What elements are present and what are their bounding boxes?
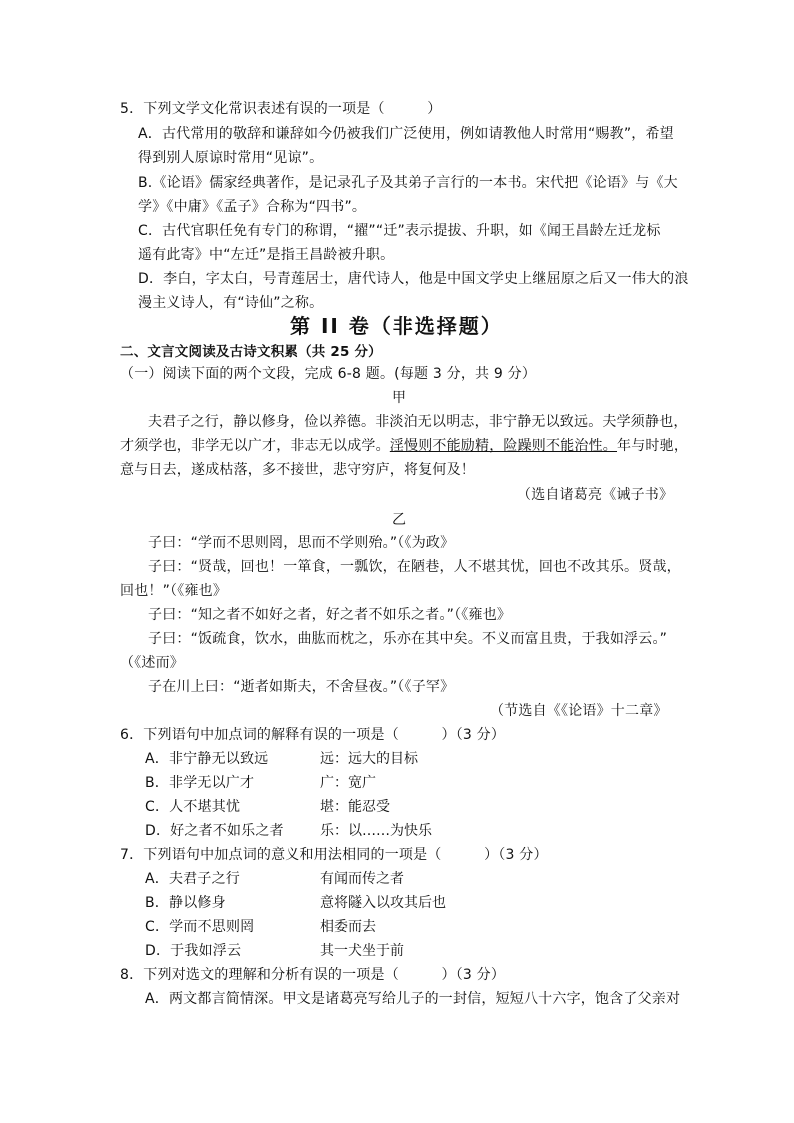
q7-option-a: A．夫君子之行 [145,871,240,887]
passage-jia-source: （选自诸葛亮《诫子书》 [517,487,674,503]
q8-stem: 8．下列对选文的理解和分析有误的一项是（ ）（3 分） [120,967,506,983]
passage-jia-line2-text: 才须学也，非学无以广才，非志无以成学。 [120,438,390,454]
q6-option-d: D．好之者不如乐之者 [145,823,284,839]
q6-option-a-explain: 远：远大的目标 [320,751,418,767]
passage-yi-line4b: （《述而》 [120,655,184,671]
passage-yi-line5: 子在川上曰：“逝者如斯夫，不舍昼夜。”（《子罕》 [148,679,455,695]
passage-yi-line3: 子曰：“知之者不如好之者，好之者不如乐之者。”（《雍也》 [148,607,512,623]
passage-jia-line2 [120,436,688,456]
q6-stem: 6．下列语句中加点词的解释有误的一项是（ ）（3 分） [120,727,506,743]
passage-yi-source: （节选自《《论语》十二章》 [490,703,668,719]
q5-option-b-line2: 学》《中庸》《孟子》合称为“四书”。 [138,199,367,215]
q5-option-d-line1: D．李白，字太白，号青莲居士，唐代诗人，他是中国文学史上继屈原之后又一伟大的浪 [138,271,689,287]
q7-option-d: D．于我如浮云 [145,943,242,959]
q6-option-c-explain: 堪：能忍受 [320,799,390,815]
passage-yi-line4a: 子曰：“饭疏食，饮水，曲肱而枕之，乐亦在其中矣。不义而富且贵，于我如浮云。” [148,631,668,647]
q5-option-c-line1: C．古代官职任免有专门的称谓，“擢”“迁”表示提拔、升职，如《闻王昌龄左迁龙标 [138,223,661,239]
section-heading: 二、文言文阅读及古诗文积累（共 25 分） [120,344,382,360]
q6-option-b: B．非学无以广才 [145,775,255,791]
q8-option-a-line1: A．两文都言简情深。甲文是诸葛亮写给儿子的一封信，短短八十六字，饱含了父亲对 [145,991,681,1007]
q6-option-b-explain: 广：宽广 [320,775,376,791]
q5-option-a-line2: 得到别人原谅时常用“见谅”。 [138,150,324,166]
passage-yi-line1: 子曰：“学而不思则罔，思而不学则殆。”（《为政》 [148,535,455,551]
q7-option-c: C．学而不思则罔 [145,919,255,935]
q6-option-c: C．人不堪其忧 [145,799,241,815]
part2-title: 第 II 卷（非选择题） [290,314,503,338]
passage-yi-line2a: 子曰：“贤哉，回也！一箪食，一瓢饮，在陋巷，人不堪其忧，回也不改其乐。贤哉， [148,559,681,575]
passage-jia-line2-end: 年与时驰， [617,438,689,454]
q5-option-c-line2: 遥有此寄》中“左迁”是指王昌龄被升职。 [138,247,395,263]
q6-option-a: A．非宁静无以致远 [145,751,269,767]
q6-option-d-explain: 乐：以……为快乐 [320,823,432,839]
passage-jia-line1: 夫君子之行，静以修身，俭以养德。非淡泊无以明志，非宁静无以致远。夫学须静也， [148,414,688,430]
passage-jia-label: 甲 [392,390,407,406]
passage-yi-line2b: 回也！”（《雍也》 [120,583,228,599]
q5-option-b-line1: B.《论语》儒家经典著作，是记录孔子及其弟子言行的一本书。宋代把《论语》与《大 [138,175,678,191]
passage-jia-underlined-sentence: 淫慢则不能励精，险躁则不能治性。 [389,438,618,454]
passage-jia-line3: 意与日去，遂成枯落，多不接世，悲守穷庐，将复何及！ [120,462,475,478]
q5-option-a-line1: A．古代常用的敬辞和谦辞如今仍被我们广泛使用，例如请教他人时常用“赐教”，希望 [138,126,674,142]
q5-option-d-line2: 漫主义诗人，有“诗仙”之称。 [138,295,324,311]
q5-stem: 5．下列文学文化常识表述有误的一项是（ ） [120,101,442,117]
q7-option-b-compare: 意将隧入以攻其后也 [320,895,446,911]
passage-yi-label: 乙 [392,512,407,528]
q7-option-b: B．静以修身 [145,895,226,911]
q7-option-c-compare: 相委而去 [320,919,376,935]
q7-stem: 7．下列语句中加点词的意义和用法相同的一项是（ ）（3 分） [120,847,548,863]
q7-option-a-compare: 有闻而传之者 [320,871,404,887]
section-instruction: （一）阅读下面的两个文段，完成 6-8 题。(每题 3 分，共 9 分） [120,366,537,382]
q7-option-d-compare: 其一犬坐于前 [320,943,404,959]
